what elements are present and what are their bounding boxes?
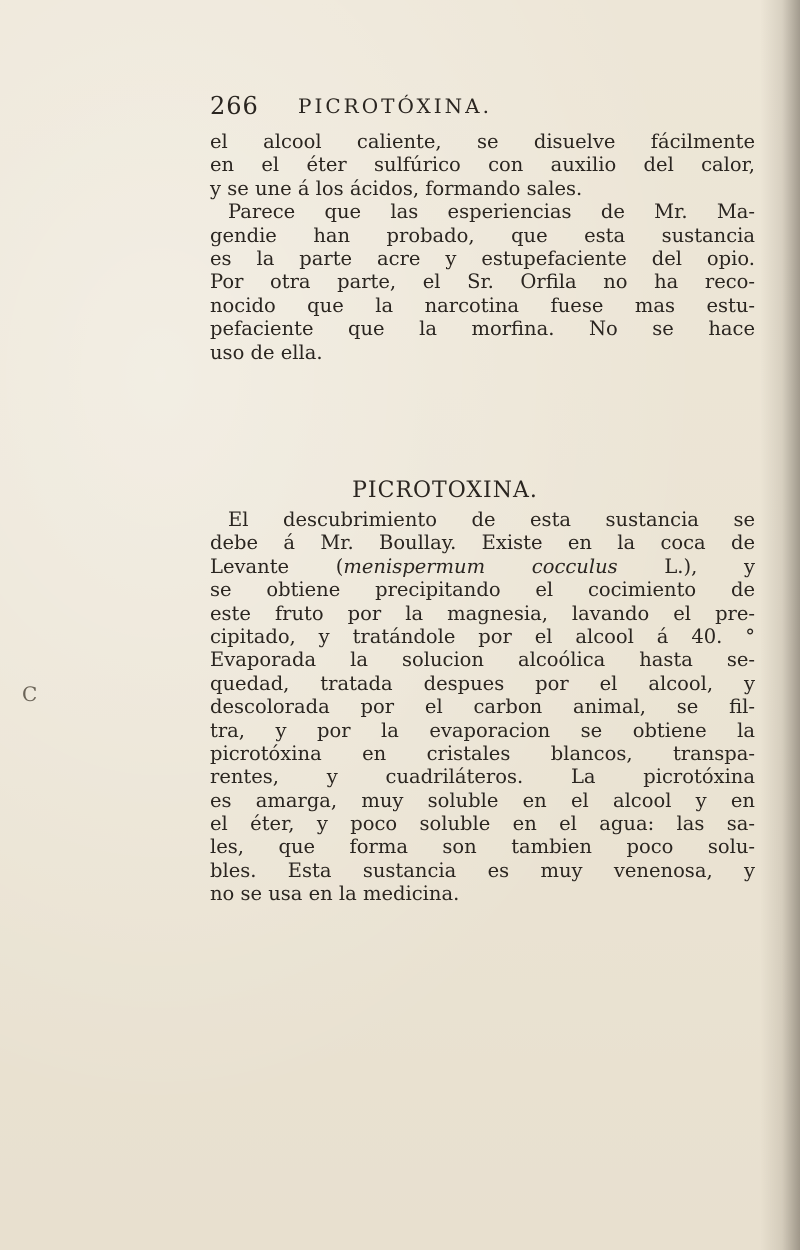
text-line: nocido que la narcotina fuese mas estu-	[210, 293, 755, 317]
text-line: no se usa en la medicina.	[210, 882, 460, 906]
text-line: El descubrimiento de esta sustancia se	[228, 508, 755, 531]
margin-mark: C	[22, 682, 38, 706]
text-line-with-italic	[210, 555, 755, 578]
text-line: es amarga, muy soluble en el alcool y en	[210, 788, 755, 812]
text-line: el alcool caliente, se disuelve fácilmente	[210, 130, 755, 153]
page-header	[210, 92, 730, 132]
text-line: y se une á los ácidos, formando sales.	[210, 176, 583, 200]
running-head: PICROTÓXINA.	[298, 94, 492, 118]
species-name: menispermum cocculus	[343, 554, 618, 578]
page-number: 266	[210, 92, 259, 120]
body-text-top	[210, 130, 755, 364]
page-edge-shadow	[760, 0, 800, 1250]
text-line: Parece que las esperiencias de Mr. Ma-	[228, 200, 755, 224]
text-line: pefaciente que la morfina. No se hace	[210, 317, 755, 341]
text-fragment: Levante (	[210, 554, 344, 578]
text-line: Por otra parte, el Sr. Orfila no ha reco-	[210, 270, 755, 294]
text-line: en el éter sulfúrico con auxilio del calor,	[210, 153, 755, 177]
text-line: cipitado, y tratándole por el alcool á 40. °	[210, 624, 755, 648]
text-line: quedad, tratada despues por el alcool, y	[210, 671, 755, 695]
text-line: se obtiene precipitando el cocimiento de	[210, 578, 755, 602]
text-line: es la parte acre y estupefaciente del opio.	[210, 246, 755, 270]
text-line: picrotóxina en cristales blancos, transpa-	[210, 741, 755, 765]
text-line: les, que forma son tambien poco solu-	[210, 835, 755, 859]
text-line: rentes, y cuadriláteros. La picrotóxina	[210, 765, 755, 789]
text-line: descolorada por el carbon animal, se fil-	[210, 695, 755, 719]
text-fragment: L.), y	[617, 554, 756, 578]
section-title: PICROTOXINA.	[352, 478, 538, 503]
text-line: gendie han probado, que esta sustancia	[210, 223, 755, 247]
text-line: tra, y por la evaporacion se obtiene la	[210, 718, 755, 742]
text-line: debe á Mr. Boullay. Existe en la coca de	[210, 531, 755, 555]
text-line: el éter, y poco soluble en el agua: las sa-	[210, 812, 755, 836]
text-line: uso de ella.	[210, 340, 323, 364]
body-text-bottom	[210, 508, 755, 906]
text-line: bles. Esta sustancia es muy venenosa, y	[210, 858, 755, 882]
text-line: Evaporada la solucion alcoólica hasta se-	[210, 648, 755, 672]
text-line: este fruto por la magnesia, lavando el pre-	[210, 601, 755, 625]
